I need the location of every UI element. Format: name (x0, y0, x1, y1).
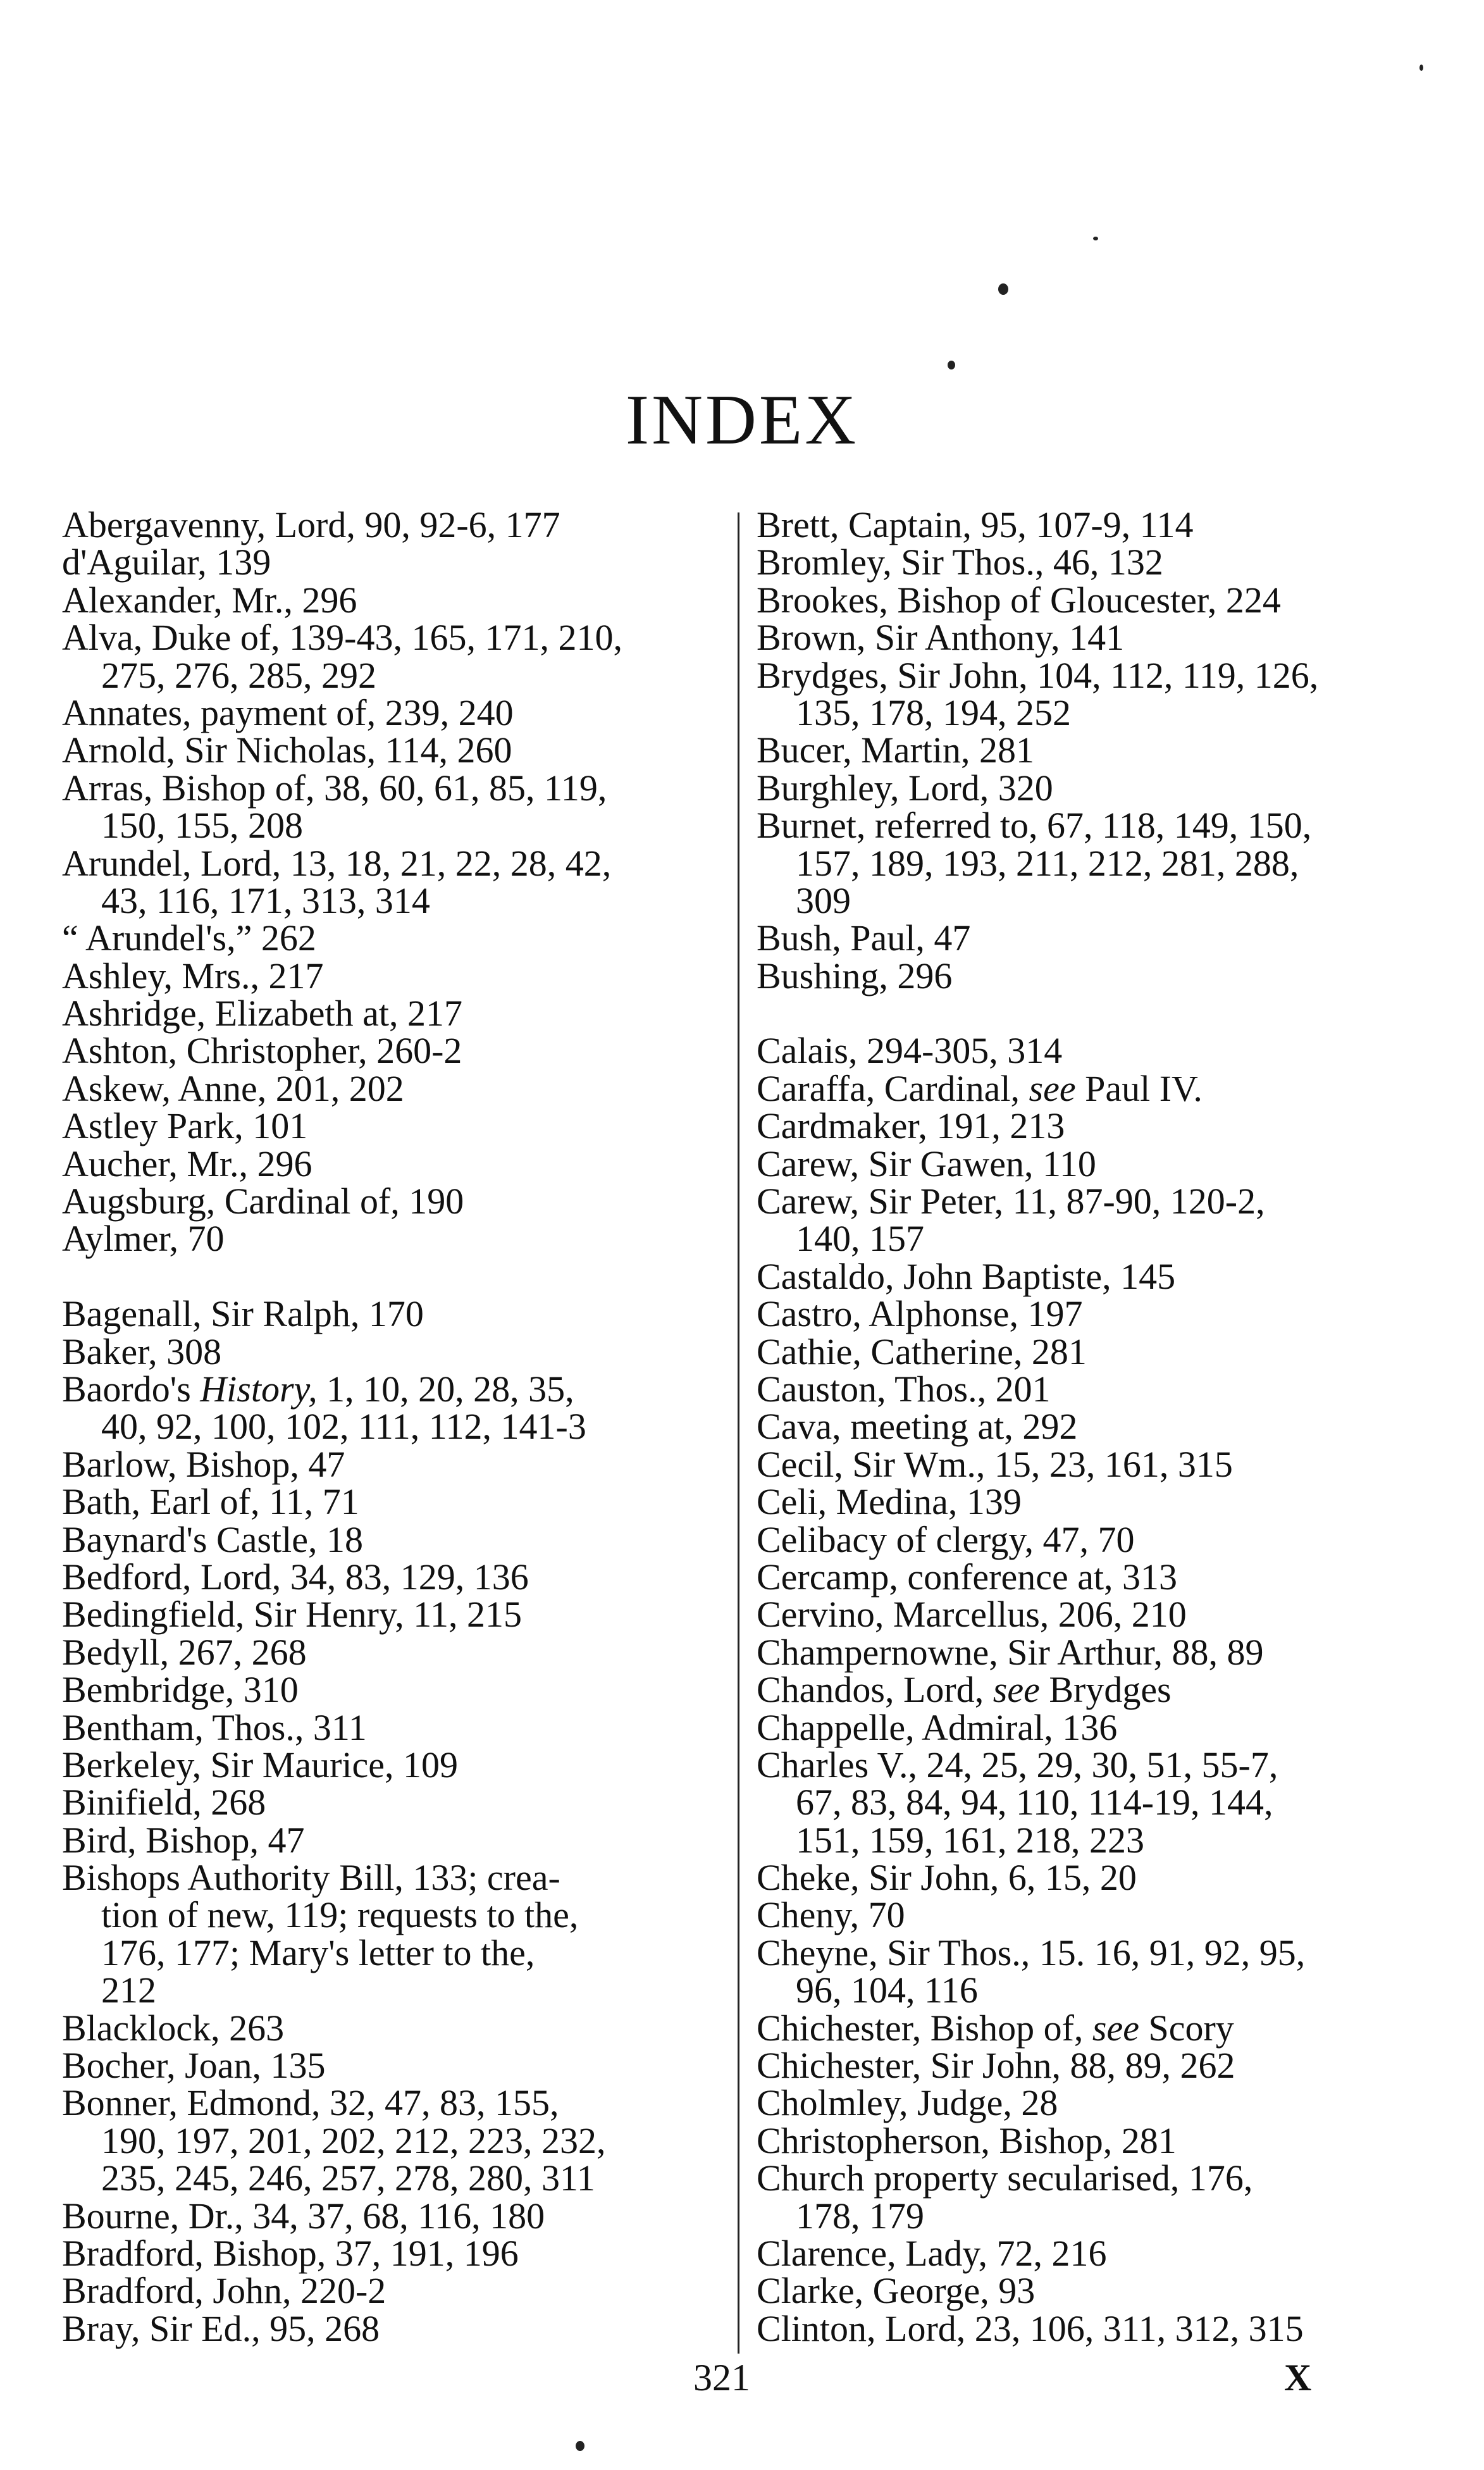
index-entry: Bromley, Sir Thos., 46, 132 (757, 542, 1163, 583)
index-entry: Celi, Medina, 139 (757, 1481, 1022, 1523)
index-entry: Cervino, Marcellus, 206, 210 (757, 1594, 1187, 1635)
index-entry-continuation: 235, 245, 246, 257, 278, 280, 311 (101, 2157, 595, 2199)
entry-italic: see (1092, 2007, 1139, 2049)
index-entry-continuation: tion of new, 119; requests to the, (101, 1894, 579, 1936)
index-entry: Carew, Sir Peter, 11, 87-90, 120-2, (757, 1181, 1265, 1222)
column-divider (738, 512, 739, 2354)
index-entry: Castaldo, John Baptiste, 145 (757, 1255, 1176, 1297)
index-entry-continuation: 151, 159, 161, 218, 223 (796, 1819, 1144, 1861)
index-entry-continuation: 43, 116, 171, 313, 314 (101, 879, 430, 921)
index-entry: Arnold, Sir Nicholas, 114, 260 (62, 729, 512, 771)
index-entry: Bradford, John, 220-2 (62, 2270, 386, 2312)
index-entry: Bedyll, 267, 268 (62, 1631, 307, 1673)
index-entry: Brookes, Bishop of Gloucester, 224 (757, 579, 1281, 621)
ink-speck (1093, 237, 1098, 240)
index-entry (757, 2009, 1414, 2047)
index-entry-continuation: 212 (101, 1970, 156, 2011)
index-entry: Arras, Bishop of, 38, 60, 61, 85, 119, (62, 767, 607, 809)
entry-text: Chandos, Lord, (757, 1669, 993, 1711)
index-entry: Bushing, 296 (757, 955, 953, 996)
entry-text: Baordo's (62, 1368, 201, 1410)
index-entry: Cecil, Sir Wm., 15, 23, 161, 315 (757, 1443, 1233, 1485)
index-entry: Carew, Sir Gawen, 110 (757, 1143, 1096, 1184)
entry-text: 1, 10, 20, 28, 35, (317, 1368, 574, 1410)
index-entry-continuation: 178, 179 (796, 2195, 924, 2237)
index-entry-continuation: 135, 178, 194, 252 (796, 692, 1071, 733)
index-entry: Cathie, Catherine, 281 (757, 1331, 1087, 1372)
index-entry: Chichester, Sir John, 88, 89, 262 (757, 2045, 1235, 2087)
index-entry: Cholmley, Judge, 28 (757, 2082, 1058, 2124)
index-entry: Clarence, Lady, 72, 216 (757, 2232, 1107, 2274)
ink-speck (948, 361, 955, 369)
index-entry: Clarke, George, 93 (757, 2270, 1036, 2312)
index-entry-continuation: 275, 276, 285, 292 (101, 654, 376, 696)
index-entry-continuation: 40, 92, 100, 102, 111, 112, 141-3 (101, 1406, 586, 1448)
index-entry: Cheke, Sir John, 6, 15, 20 (757, 1857, 1137, 1899)
entry-italic: see (992, 1669, 1040, 1711)
index-entry: Cheny, 70 (757, 1894, 905, 1936)
index-entry-continuation: 140, 157 (796, 1218, 924, 1260)
index-entry: d'Aguilar, 139 (62, 542, 271, 583)
index-entry: Annates, payment of, 239, 240 (62, 692, 514, 733)
section-gap (757, 995, 1414, 1032)
index-entry: Aylmer, 70 (62, 1218, 225, 1260)
index-entry: Charles V., 24, 25, 29, 30, 51, 55-7, (757, 1744, 1278, 1785)
entry-text: Chichester, Bishop of, (757, 2007, 1092, 2049)
index-entry: Baynard's Castle, 18 (62, 1518, 363, 1560)
index-entry-continuation: 176, 177; Mary's letter to the, (101, 1932, 535, 1973)
ink-speck (576, 2441, 584, 2451)
signature-mark: X (1284, 2357, 1312, 2399)
index-entry: Bush, Paul, 47 (757, 917, 971, 959)
index-entry: Brett, Captain, 95, 107-9, 114 (757, 504, 1194, 545)
index-entry: Bath, Earl of, 11, 71 (62, 1481, 359, 1523)
index-entry: Bonner, Edmond, 32, 47, 83, 155, (62, 2082, 559, 2124)
index-entry: Christopherson, Bishop, 281 (757, 2119, 1177, 2161)
entry-text: Brydges (1039, 1669, 1172, 1711)
index-entry: Bird, Bishop, 47 (62, 1819, 305, 1861)
ink-speck (1419, 65, 1423, 71)
entry-text: Paul IV. (1075, 1067, 1203, 1109)
index-entry: Church property secularised, 176, (757, 2157, 1253, 2199)
index-column-left (62, 506, 720, 2347)
index-entry: Astley Park, 101 (62, 1105, 308, 1147)
index-entry-continuation: 150, 155, 208 (101, 805, 303, 847)
index-entry: Clinton, Lord, 23, 106, 311, 312, 315 (757, 2307, 1304, 2349)
page-number: 321 (693, 2357, 750, 2399)
index-entry: Ashley, Mrs., 217 (62, 955, 324, 996)
entry-italic: History, (200, 1368, 318, 1410)
index-entry: Brown, Sir Anthony, 141 (757, 617, 1125, 659)
index-entry: Bourne, Dr., 34, 37, 68, 116, 180 (62, 2195, 545, 2237)
index-entry: Cheyne, Sir Thos., 15. 16, 91, 92, 95, (757, 1932, 1306, 1973)
index-entry-continuation: 67, 83, 84, 94, 110, 114-19, 144, (796, 1782, 1273, 1823)
page-title: INDEX (625, 381, 859, 459)
index-entry: Burghley, Lord, 320 (757, 767, 1053, 809)
index-entry: Bradford, Bishop, 37, 191, 196 (62, 2232, 519, 2274)
index-entry: Alva, Duke of, 139-43, 165, 171, 210, (62, 617, 623, 659)
index-entry: Alexander, Mr., 296 (62, 579, 357, 621)
index-entry: Brydges, Sir John, 104, 112, 119, 126, (757, 654, 1319, 696)
entry-text: Scory (1139, 2007, 1234, 2049)
index-entry: Bedford, Lord, 34, 83, 129, 136 (62, 1556, 529, 1598)
index-entry: Bagenall, Sir Ralph, 170 (62, 1293, 424, 1335)
index-entry: Abergavenny, Lord, 90, 92-6, 177 (62, 504, 560, 545)
index-entry: Barlow, Bishop, 47 (62, 1443, 345, 1485)
index-entry: Cardmaker, 191, 213 (757, 1105, 1065, 1147)
entry-italic: see (1029, 1067, 1076, 1109)
index-entry (757, 1669, 1414, 1711)
index-entry (757, 1067, 1414, 1109)
index-entry: Bedingfield, Sir Henry, 11, 215 (62, 1594, 522, 1635)
index-entry: Askew, Anne, 201, 202 (62, 1067, 404, 1109)
index-entry: Augsburg, Cardinal of, 190 (62, 1181, 464, 1222)
index-entry: “ Arundel's,” 262 (62, 917, 316, 959)
index-entry (62, 1370, 720, 1408)
index-entry: Calais, 294-305, 314 (757, 1030, 1063, 1072)
index-entry: Castro, Alphonse, 197 (757, 1293, 1083, 1335)
index-entry: Burnet, referred to, 67, 118, 149, 150, (757, 805, 1312, 847)
entry-text: Caraffa, Cardinal, (757, 1067, 1029, 1109)
index-entry: Arundel, Lord, 13, 18, 21, 22, 28, 42, (62, 842, 612, 884)
index-entry: Causton, Thos., 201 (757, 1368, 1051, 1410)
index-entry-continuation: 309 (796, 879, 851, 921)
index-column-right (757, 506, 1414, 2347)
index-entry: Cercamp, conference at, 313 (757, 1556, 1178, 1598)
index-entry: Champernowne, Sir Arthur, 88, 89 (757, 1631, 1264, 1673)
index-entry: Binifield, 268 (62, 1782, 266, 1823)
index-entry-continuation: 190, 197, 201, 202, 212, 223, 232, (101, 2119, 606, 2161)
index-entry: Celibacy of clergy, 47, 70 (757, 1518, 1135, 1560)
index-entry: Bembridge, 310 (62, 1669, 299, 1711)
index-entry: Ashton, Christopher, 260-2 (62, 1030, 462, 1072)
section-gap (62, 1258, 720, 1295)
index-entry: Blacklock, 263 (62, 2007, 285, 2049)
index-entry: Bocher, Joan, 135 (62, 2045, 326, 2087)
index-entry-continuation: 96, 104, 116 (796, 1970, 978, 2011)
index-entry-continuation: 157, 189, 193, 211, 212, 281, 288, (796, 842, 1299, 884)
index-entry: Aucher, Mr., 296 (62, 1143, 312, 1184)
index-entry: Cava, meeting at, 292 (757, 1406, 1078, 1448)
index-entry: Bentham, Thos., 311 (62, 1706, 367, 1748)
index-entry: Bishops Authority Bill, 133; crea- (62, 1857, 560, 1899)
index-entry: Baker, 308 (62, 1331, 222, 1372)
index-entry: Bray, Sir Ed., 95, 268 (62, 2307, 380, 2349)
index-entry: Berkeley, Sir Maurice, 109 (62, 1744, 458, 1785)
index-entry: Chappelle, Admiral, 136 (757, 1706, 1118, 1748)
ink-speck (998, 283, 1008, 295)
index-entry: Ashridge, Elizabeth at, 217 (62, 993, 462, 1034)
index-entry: Bucer, Martin, 281 (757, 729, 1035, 771)
